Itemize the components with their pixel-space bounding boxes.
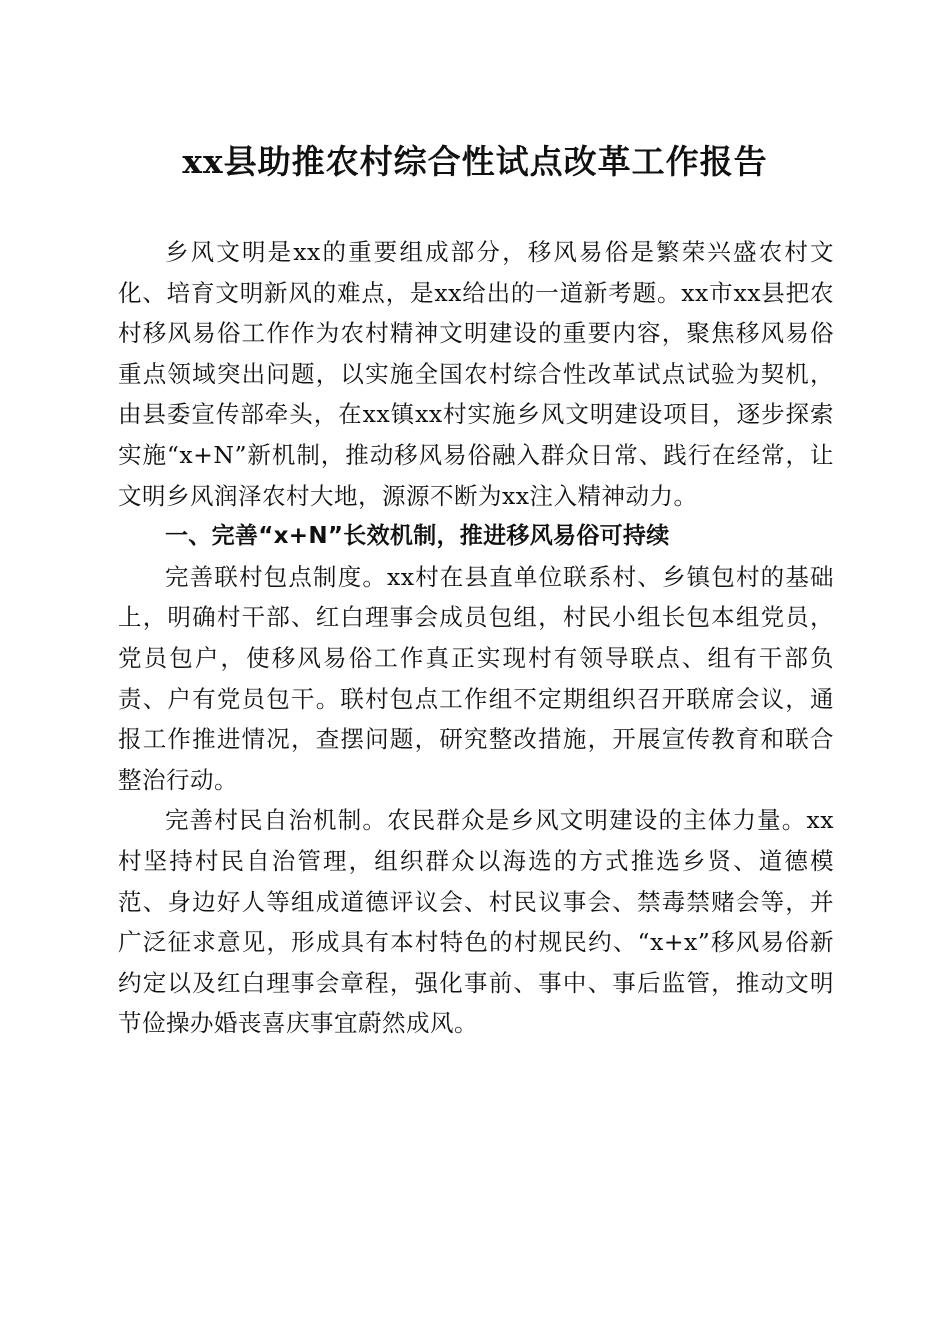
document-title: xx县助推农村综合性试点改革工作报告 [182,142,768,181]
section-paragraph-1: 完善联村包点制度。xx村在县直单位联系村、乡镇包村的基础上，明确村干部、红白理事会成员包组，村民小组长包本组党员，党员包户，使移风易俗工作真正实现村有领导联点、组有干部负责、户有党员包干。联村包点工作组不定期组织召开联席会议，通报工作推进情况，查摆问题，研究整改措施，开展宣传教育和联合整治行动。 [118,562,834,794]
intro-paragraph: 乡风文明是xx的重要组成部分，移风易俗是繁荣兴盛农村文化、培育文明新风的难点，是xx给出的一道新考题。xx市xx县把农村移风易俗工作作为农村精神文明建设的重要内容，聚焦移风易俗重点领域突出问题，以实施全国农村综合性改革试点试验为契机，由县委宣传部牵头，在xx镇xx村实施乡风文明建设项目，逐步探索实施“x+N”新机制，推动移风易俗融入群众日常、践行在经常，让文明乡风润泽农村大地，源源不断为xx注入精神动力。 [118,238,834,510]
section-heading: 一、完善“x+N”长效机制，推进移风易俗可持续 [165,523,670,550]
section-paragraph-2: 完善村民自治机制。农民群众是乡风文明建设的主体力量。xx村坚持村民自治管理，组织群众以海选的方式推选乡贤、道德模范、身边好人等组成道德评议会、村民议事会、禁毒禁赌会等，并广泛征求意见，形成具有本村特色的村规民约、“x+x”移风易俗新约定以及红白理事会章程，强化事前、事中、事后监管，推动文明节俭操办婚丧喜庆事宜蔚然成风。 [118,806,834,1038]
document-body [118,232,834,1044]
